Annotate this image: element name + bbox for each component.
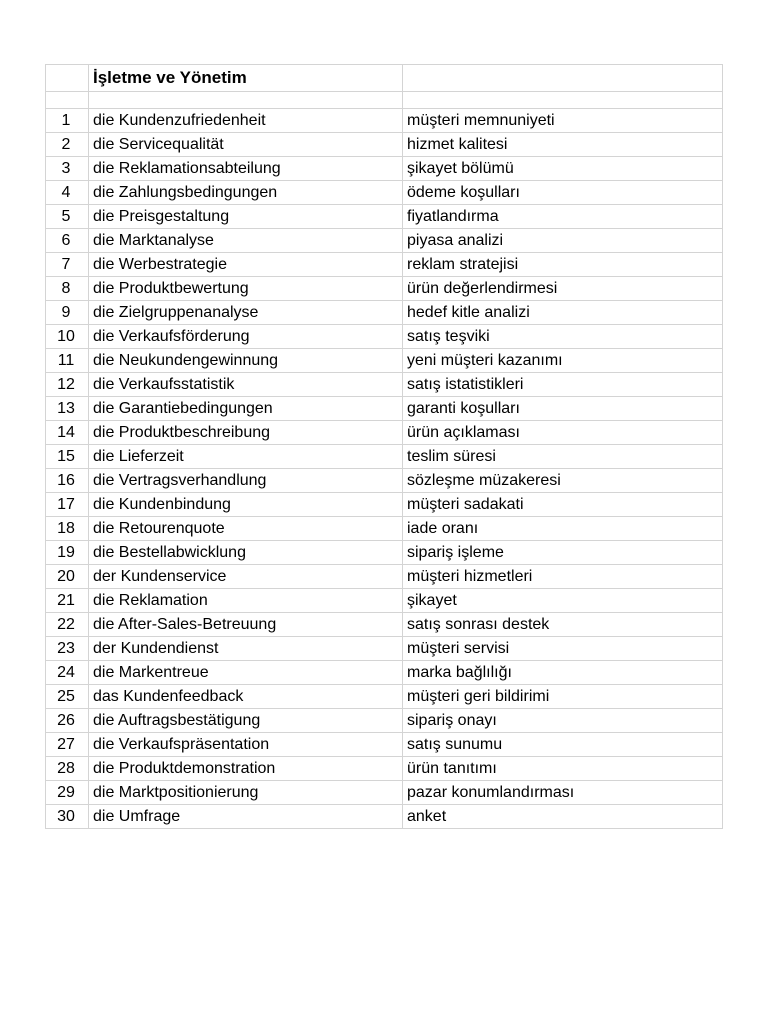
turkish-translation-cell[interactable]: ödeme koşulları xyxy=(403,181,723,205)
table-row xyxy=(46,373,723,397)
german-term-cell[interactable]: die Zielgruppenanalyse xyxy=(89,301,403,325)
turkish-translation-cell[interactable]: pazar konumlandırması xyxy=(403,781,723,805)
german-term-cell[interactable]: der Kundendienst xyxy=(89,637,403,661)
turkish-translation-cell[interactable]: satış istatistikleri xyxy=(403,373,723,397)
table-row xyxy=(46,493,723,517)
german-term-cell[interactable]: die Auftragsbestätigung xyxy=(89,709,403,733)
table-row xyxy=(46,301,723,325)
german-term-cell[interactable]: die Garantiebedingungen xyxy=(89,397,403,421)
row-number-cell[interactable]: 21 xyxy=(46,589,89,613)
german-term-cell[interactable]: die Lieferzeit xyxy=(89,445,403,469)
turkish-translation-cell[interactable]: sözleşme müzakeresi xyxy=(403,469,723,493)
turkish-translation-cell[interactable]: yeni müşteri kazanımı xyxy=(403,349,723,373)
row-number-cell[interactable]: 4 xyxy=(46,181,89,205)
german-term-cell[interactable]: die Marktanalyse xyxy=(89,229,403,253)
row-number-cell[interactable]: 10 xyxy=(46,325,89,349)
german-term-cell[interactable]: die Produktdemonstration xyxy=(89,757,403,781)
table-row xyxy=(46,517,723,541)
turkish-translation-cell[interactable]: teslim süresi xyxy=(403,445,723,469)
row-number-cell[interactable]: 3 xyxy=(46,157,89,181)
german-term-cell[interactable]: die Retourenquote xyxy=(89,517,403,541)
turkish-translation-cell[interactable]: ürün açıklaması xyxy=(403,421,723,445)
table-row xyxy=(46,445,723,469)
german-term-cell[interactable]: die Vertragsverhandlung xyxy=(89,469,403,493)
row-number-cell[interactable]: 12 xyxy=(46,373,89,397)
german-term-cell[interactable]: die Servicequalität xyxy=(89,133,403,157)
german-term-cell[interactable]: die Umfrage xyxy=(89,805,403,829)
table-row xyxy=(46,277,723,301)
title-row-number-cell[interactable] xyxy=(46,65,89,92)
turkish-translation-cell[interactable]: fiyatlandırma xyxy=(403,205,723,229)
table-row xyxy=(46,733,723,757)
turkish-translation-cell[interactable]: müşteri geri bildirimi xyxy=(403,685,723,709)
row-number-cell[interactable]: 5 xyxy=(46,205,89,229)
table-row xyxy=(46,613,723,637)
row-number-cell[interactable]: 14 xyxy=(46,421,89,445)
german-term-cell[interactable]: die Reklamationsabteilung xyxy=(89,157,403,181)
row-number-cell[interactable]: 28 xyxy=(46,757,89,781)
spacer-row xyxy=(46,92,723,109)
table-row xyxy=(46,757,723,781)
row-number-cell[interactable]: 15 xyxy=(46,445,89,469)
vocabulary-table-body xyxy=(46,65,723,829)
german-term-cell[interactable]: der Kundenservice xyxy=(89,565,403,589)
german-term-cell[interactable]: die Produktbewertung xyxy=(89,277,403,301)
turkish-translation-cell[interactable]: marka bağlılığı xyxy=(403,661,723,685)
turkish-translation-cell[interactable]: müşteri servisi xyxy=(403,637,723,661)
turkish-translation-cell[interactable]: müşteri memnuniyeti xyxy=(403,109,723,133)
german-term-cell[interactable]: die After-Sales-Betreuung xyxy=(89,613,403,637)
german-term-cell[interactable]: die Kundenbindung xyxy=(89,493,403,517)
row-number-cell[interactable]: 24 xyxy=(46,661,89,685)
table-row xyxy=(46,205,723,229)
row-number-cell[interactable]: 7 xyxy=(46,253,89,277)
turkish-translation-cell[interactable]: iade oranı xyxy=(403,517,723,541)
turkish-translation-cell[interactable]: satış teşviki xyxy=(403,325,723,349)
turkish-translation-cell[interactable]: şikayet xyxy=(403,589,723,613)
table-row xyxy=(46,589,723,613)
turkish-translation-cell[interactable]: hizmet kalitesi xyxy=(403,133,723,157)
table-row xyxy=(46,781,723,805)
table-row xyxy=(46,421,723,445)
table-row xyxy=(46,565,723,589)
german-term-cell[interactable]: die Verkaufspräsentation xyxy=(89,733,403,757)
turkish-translation-cell[interactable]: reklam stratejisi xyxy=(403,253,723,277)
turkish-translation-cell[interactable]: sipariş onayı xyxy=(403,709,723,733)
german-term-cell[interactable]: die Verkaufsstatistik xyxy=(89,373,403,397)
row-number-cell[interactable]: 30 xyxy=(46,805,89,829)
row-number-cell[interactable]: 6 xyxy=(46,229,89,253)
table-row xyxy=(46,133,723,157)
turkish-translation-cell[interactable]: ürün tanıtımı xyxy=(403,757,723,781)
german-term-cell[interactable]: das Kundenfeedback xyxy=(89,685,403,709)
table-row xyxy=(46,253,723,277)
table-row xyxy=(46,685,723,709)
row-number-cell[interactable]: 18 xyxy=(46,517,89,541)
table-row xyxy=(46,709,723,733)
turkish-translation-cell[interactable]: piyasa analizi xyxy=(403,229,723,253)
german-term-cell[interactable]: die Marktpositionierung xyxy=(89,781,403,805)
row-number-cell[interactable]: 16 xyxy=(46,469,89,493)
row-number-cell[interactable]: 17 xyxy=(46,493,89,517)
german-term-cell[interactable]: die Preisgestaltung xyxy=(89,205,403,229)
row-number-cell[interactable]: 26 xyxy=(46,709,89,733)
title-row-translation-cell[interactable] xyxy=(403,65,723,92)
table-row xyxy=(46,325,723,349)
turkish-translation-cell[interactable]: garanti koşulları xyxy=(403,397,723,421)
turkish-translation-cell[interactable]: şikayet bölümü xyxy=(403,157,723,181)
title-row xyxy=(46,65,723,92)
table-row xyxy=(46,349,723,373)
table-row xyxy=(46,805,723,829)
row-number-cell[interactable]: 2 xyxy=(46,133,89,157)
row-number-cell[interactable]: 29 xyxy=(46,781,89,805)
row-number-cell[interactable]: 22 xyxy=(46,613,89,637)
spacer-cell[interactable] xyxy=(46,92,89,109)
german-term-cell[interactable]: die Verkaufsförderung xyxy=(89,325,403,349)
vocabulary-table xyxy=(45,64,723,829)
german-term-cell[interactable]: die Markentreue xyxy=(89,661,403,685)
row-number-cell[interactable]: 9 xyxy=(46,301,89,325)
turkish-translation-cell[interactable]: hedef kitle analizi xyxy=(403,301,723,325)
table-row xyxy=(46,661,723,685)
row-number-cell[interactable]: 1 xyxy=(46,109,89,133)
turkish-translation-cell[interactable]: satış sunumu xyxy=(403,733,723,757)
row-number-cell[interactable]: 27 xyxy=(46,733,89,757)
row-number-cell[interactable]: 19 xyxy=(46,541,89,565)
table-row xyxy=(46,469,723,493)
turkish-translation-cell[interactable]: müşteri hizmetleri xyxy=(403,565,723,589)
turkish-translation-cell[interactable]: müşteri sadakati xyxy=(403,493,723,517)
table-row xyxy=(46,109,723,133)
table-row xyxy=(46,541,723,565)
row-number-cell[interactable]: 23 xyxy=(46,637,89,661)
spacer-cell[interactable] xyxy=(403,92,723,109)
row-number-cell[interactable]: 13 xyxy=(46,397,89,421)
table-row xyxy=(46,229,723,253)
german-term-cell[interactable]: die Produktbeschreibung xyxy=(89,421,403,445)
german-term-cell[interactable]: die Kundenzufriedenheit xyxy=(89,109,403,133)
turkish-translation-cell[interactable]: anket xyxy=(403,805,723,829)
turkish-translation-cell[interactable]: satış sonrası destek xyxy=(403,613,723,637)
row-number-cell[interactable]: 8 xyxy=(46,277,89,301)
german-term-cell[interactable]: die Bestellabwicklung xyxy=(89,541,403,565)
table-row xyxy=(46,397,723,421)
row-number-cell[interactable]: 25 xyxy=(46,685,89,709)
turkish-translation-cell[interactable]: ürün değerlendirmesi xyxy=(403,277,723,301)
sheet-title[interactable]: İşletme ve Yönetim xyxy=(89,65,403,92)
table-row xyxy=(46,181,723,205)
table-row xyxy=(46,157,723,181)
row-number-cell[interactable]: 11 xyxy=(46,349,89,373)
german-term-cell[interactable]: die Reklamation xyxy=(89,589,403,613)
row-number-cell[interactable]: 20 xyxy=(46,565,89,589)
german-term-cell[interactable]: die Werbestrategie xyxy=(89,253,403,277)
german-term-cell[interactable]: die Neukundengewinnung xyxy=(89,349,403,373)
table-row xyxy=(46,637,723,661)
spacer-cell[interactable] xyxy=(89,92,403,109)
turkish-translation-cell[interactable]: sipariş işleme xyxy=(403,541,723,565)
german-term-cell[interactable]: die Zahlungsbedingungen xyxy=(89,181,403,205)
